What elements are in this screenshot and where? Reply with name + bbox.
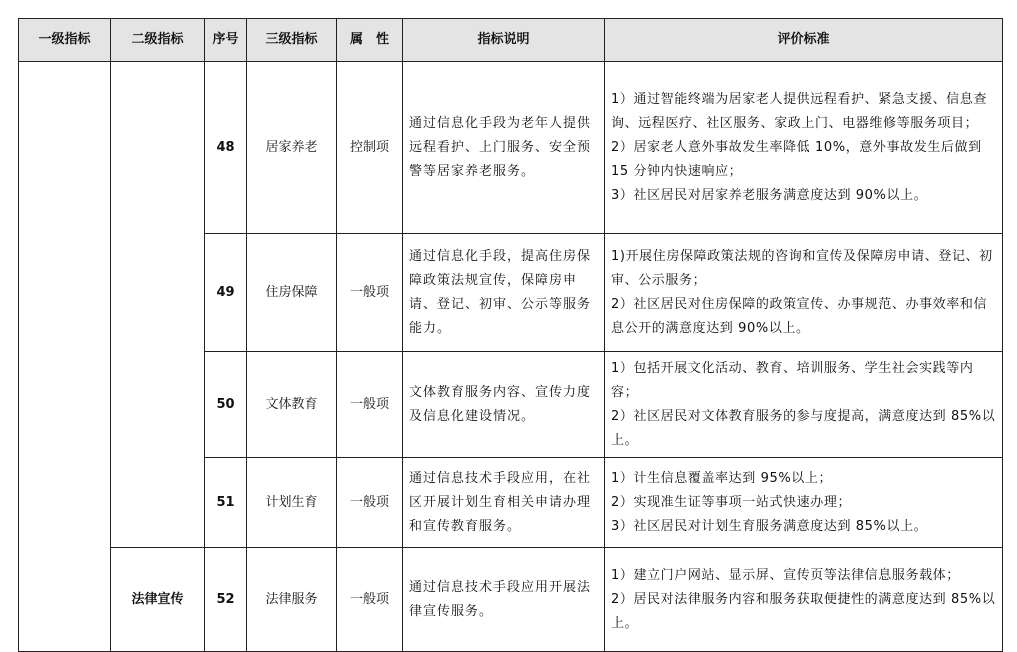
criteria-item: 3）社区居民对居家养老服务满意度达到 90%以上。 xyxy=(611,187,928,203)
criteria-cell xyxy=(605,548,1003,652)
indicator-table xyxy=(18,18,1003,652)
serial-no-cell: 52 xyxy=(205,548,247,652)
criteria-item: 2）社区居民对住房保障的政策宣传、办事规范、办事效率和信息公开的满意度达到 90%以上。 xyxy=(611,296,988,336)
attribute-cell: 一般项 xyxy=(337,548,403,652)
serial-no-cell: 49 xyxy=(205,234,247,352)
table-row xyxy=(19,62,1003,234)
criteria-item: 2）社区居民对文体教育服务的参与度提高，满意度达到 85%以上。 xyxy=(611,408,996,448)
header-serial-no: 序号 xyxy=(205,19,247,62)
attribute-cell: 一般项 xyxy=(337,352,403,458)
header-attribute: 属 性 xyxy=(337,19,403,62)
description-cell: 通过信息技术手段应用，在社区开展计划生育相关申请办理和宣传教育服务。 xyxy=(403,458,605,548)
criteria-item: 2）居家老人意外事故发生率降低 10%，意外事故发生后做到 15 分钟内快速响应； xyxy=(611,139,982,179)
header-description: 指标说明 xyxy=(403,19,605,62)
attribute-cell: 一般项 xyxy=(337,234,403,352)
description-cell: 通过信息化手段为老年人提供远程看护、上门服务、安全预警等居家养老服务。 xyxy=(403,62,605,234)
criteria-item: 2）居民对法律服务内容和服务获取便捷性的满意度达到 85%以上。 xyxy=(611,591,996,631)
criteria-cell xyxy=(605,234,1003,352)
serial-no-cell: 51 xyxy=(205,458,247,548)
attribute-cell: 一般项 xyxy=(337,458,403,548)
criteria-item: 3）社区居民对计划生育服务满意度达到 85%以上。 xyxy=(611,518,928,534)
criteria-cell xyxy=(605,62,1003,234)
criteria-item: 1）计生信息覆盖率达到 95%以上； xyxy=(611,470,833,486)
level3-cell: 文体教育 xyxy=(247,352,337,458)
level2-cell xyxy=(111,62,205,548)
criteria-cell xyxy=(605,352,1003,458)
serial-no-cell: 50 xyxy=(205,352,247,458)
description-cell: 文体教育服务内容、宣传力度及信息化建设情况。 xyxy=(403,352,605,458)
attribute-cell: 控制项 xyxy=(337,62,403,234)
level1-cell xyxy=(19,62,111,652)
header-row xyxy=(19,19,1003,62)
criteria-item: 1）包括开展文化活动、教育、培训服务、学生社会实践等内容； xyxy=(611,360,974,400)
criteria-item: 1）通过智能终端为居家老人提供远程看护、紧急支援、信息查询、远程医疗、社区服务、家政上门、电器维修等服务项目； xyxy=(611,91,988,131)
header-level3: 三级指标 xyxy=(247,19,337,62)
criteria-item: 1）建立门户网站、显示屏、宣传页等法律信息服务载体； xyxy=(611,567,960,583)
level3-cell: 住房保障 xyxy=(247,234,337,352)
level3-cell: 居家养老 xyxy=(247,62,337,234)
criteria-cell xyxy=(605,458,1003,548)
table-row xyxy=(19,548,1003,652)
description-cell: 通过信息化手段，提高住房保障政策法规宣传，保障房申请、登记、初审、公示等服务能力。 xyxy=(403,234,605,352)
header-level1: 一级指标 xyxy=(19,19,111,62)
level3-cell: 计划生育 xyxy=(247,458,337,548)
level3-cell: 法律服务 xyxy=(247,548,337,652)
description-cell: 通过信息技术手段应用开展法律宣传服务。 xyxy=(403,548,605,652)
criteria-item: 1)开展住房保障政策法规的咨询和宣传及保障房申请、登记、初审、公示服务； xyxy=(611,248,993,288)
criteria-item: 2）实现准生证等事项一站式快速办理； xyxy=(611,494,852,510)
header-criteria: 评价标准 xyxy=(605,19,1003,62)
header-level2: 二级指标 xyxy=(111,19,205,62)
serial-no-cell: 48 xyxy=(205,62,247,234)
level2-cell: 法律宣传 xyxy=(111,548,205,652)
